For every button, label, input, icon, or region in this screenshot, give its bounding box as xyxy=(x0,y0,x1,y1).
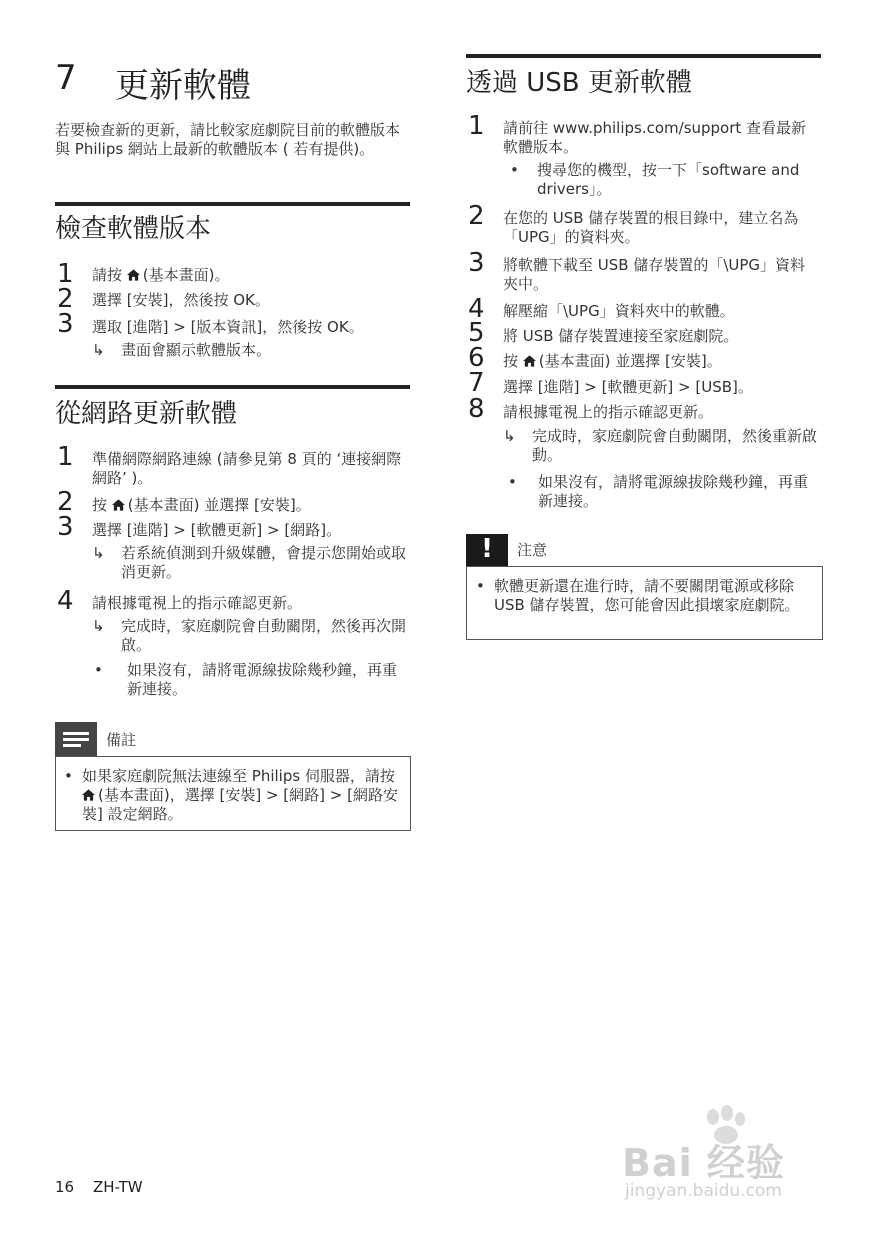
watermark-logo: Bai 经验 xyxy=(622,1141,785,1185)
usb-step-8-result: 完成時，家庭劇院會自動關閉，然後重新啟動。 xyxy=(532,427,818,464)
step-number: 6 xyxy=(468,343,485,373)
result-arrow-icon: ↳ xyxy=(92,341,105,359)
section-title-usb: 透過 USB 更新軟體 xyxy=(466,68,692,98)
network-step-1: 準備網際網路連線 (請參見第 8 頁的 ‘連接網際網路’ )。 xyxy=(92,450,402,487)
network-step-4-bullet: 如果沒有，請將電源線拔除幾秒鐘，再重新連接。 xyxy=(127,661,398,698)
caution-text: 軟體更新還在進行時，請不要關閉電源或移除 USB 儲存裝置，您可能會因此損壞家庭劇院。 xyxy=(494,577,800,614)
chapter-number: 7 xyxy=(55,58,77,98)
home-icon xyxy=(127,269,140,281)
network-step-3-result: 若系統偵測到升級媒體，會提示您開始或取消更新。 xyxy=(121,544,407,581)
check-step-3: 選取 [進階] > [版本資訊]，然後按 OK。 xyxy=(92,318,364,336)
network-step-4: 請根據電視上的指示確認更新。 xyxy=(92,594,303,612)
step-number: 2 xyxy=(468,201,485,231)
usb-step-5: 將 USB 儲存裝置連接至家庭劇院。 xyxy=(503,327,739,345)
usb-step-1-bullet: 搜尋您的機型，按一下「software and drivers」。 xyxy=(537,161,800,198)
step-number: 3 xyxy=(57,309,74,339)
bullet: • xyxy=(508,473,517,491)
result-arrow-icon: ↳ xyxy=(92,617,105,635)
usb-step-2: 在您的 USB 儲存裝置的根目錄中，建立名為「UPG」的資料夾。 xyxy=(503,209,799,246)
page-number: 16 xyxy=(55,1178,75,1196)
step-number: 3 xyxy=(57,512,74,542)
step-number: 2 xyxy=(57,487,74,517)
step-number: 1 xyxy=(468,111,485,141)
usb-step-8-bullet: 如果沒有，請將電源線拔除幾秒鐘，再重新連接。 xyxy=(538,473,809,510)
language-code: ZH-TW xyxy=(93,1178,143,1196)
step-number: 1 xyxy=(57,259,74,289)
step-number: 8 xyxy=(468,394,485,424)
step-number: 4 xyxy=(468,294,485,324)
section-rule-check xyxy=(55,202,410,206)
section-rule-usb xyxy=(466,54,821,58)
home-icon xyxy=(82,789,95,801)
note-text: 如果家庭劇院無法連線至 Philips 伺服器，請按 (基本畫面)，選擇 [安裝] > [網路] > [網路安裝] 設定網路。 xyxy=(82,767,398,823)
check-step-2: 選擇 [安裝]，然後按 OK。 xyxy=(92,291,270,309)
note-icon xyxy=(55,722,97,756)
usb-step-1: 請前往 www.philips.com/support 查看最新軟體版本。 xyxy=(503,119,807,156)
network-step-4-result: 完成時，家庭劇院會自動關閉，然後再次開啟。 xyxy=(121,617,407,654)
bullet: • xyxy=(476,577,485,595)
home-icon xyxy=(112,499,125,511)
section-title-network: 從網路更新軟體 xyxy=(55,399,238,429)
chapter-intro: 若要檢查新的更新，請比較家庭劇院目前的軟體版本與 Philips 網站上最新的軟體版本 ( 若有提供)。 xyxy=(55,121,401,158)
result-arrow-icon: ↳ xyxy=(503,427,516,445)
network-step-3: 選擇 [進階] > [軟體更新] > [網路]。 xyxy=(92,521,342,539)
check-step-1: 請按 (基本畫面)。 xyxy=(92,266,230,284)
chapter-title: 更新軟體 xyxy=(115,66,251,106)
caution-label: 注意 xyxy=(517,541,548,559)
bullet: • xyxy=(64,767,73,785)
home-icon xyxy=(523,355,536,367)
bullet: • xyxy=(510,161,519,179)
result-arrow-icon: ↳ xyxy=(92,544,105,562)
section-rule-network xyxy=(55,385,410,389)
usb-step-6: 按 (基本畫面) 並選擇 [安裝]。 xyxy=(503,352,722,370)
section-title-check: 檢查軟體版本 xyxy=(55,214,212,244)
warning-icon: ! xyxy=(466,534,508,566)
step-number: 2 xyxy=(57,284,74,314)
step-number: 3 xyxy=(468,248,485,278)
network-step-2: 按 (基本畫面) 並選擇 [安裝]。 xyxy=(92,496,311,514)
check-result: 畫面會顯示軟體版本。 xyxy=(121,341,272,359)
usb-step-3: 將軟體下載至 USB 儲存裝置的「\UPG」資料夾中。 xyxy=(503,256,806,293)
step-number: 7 xyxy=(468,368,485,398)
usb-step-8: 請根據電視上的指示確認更新。 xyxy=(503,403,714,421)
note-label: 備註 xyxy=(106,731,137,749)
step-number: 4 xyxy=(57,586,74,616)
watermark-url: jingyan.baidu.com xyxy=(625,1181,782,1201)
bullet: • xyxy=(94,661,103,679)
step-number: 1 xyxy=(57,442,74,472)
step-number: 5 xyxy=(468,318,485,348)
usb-step-7: 選擇 [進階] > [軟體更新] > [USB]。 xyxy=(503,378,753,396)
usb-step-4: 解壓縮「\UPG」資料夾中的軟體。 xyxy=(503,302,735,320)
